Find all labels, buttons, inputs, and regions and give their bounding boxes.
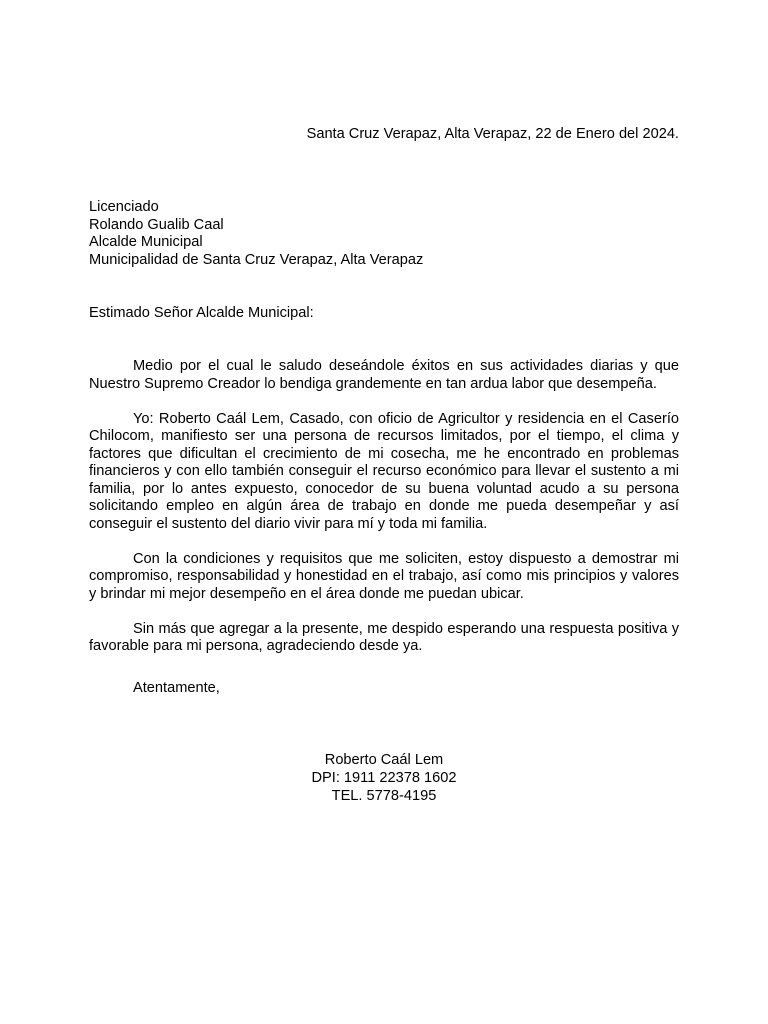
date-line: Santa Cruz Verapaz, Alta Verapaz, 22 de Enero del 2024.: [306, 126, 679, 142]
signature-dpi: DPI: 1911 22378 1602: [311, 770, 457, 786]
closing: Atentamente,: [133, 680, 220, 696]
signature-name: Roberto Caál Lem: [324, 752, 444, 768]
letter-body: [89, 358, 679, 673]
addressee-name: Rolando Gualib Caal: [89, 216, 224, 233]
paragraph-commitment: Con la condiciones y requisitos que me soliciten, estoy dispuesto a demostrar mi compromiso, responsabilidad y honestidad en el trabajo, así como mis principios y valores y brindar mi mejor desempeño en el área donde me puedan ubicar.: [89, 550, 679, 602]
addressee-block: [89, 199, 679, 269]
addressee-position: Alcalde Municipal: [89, 234, 203, 250]
greeting: Estimado Señor Alcalde Municipal:: [89, 305, 314, 321]
signature-phone: TEL. 5778-4195: [331, 788, 437, 804]
paragraph-salutation: Medio por el cual le saludo deseándole éxitos en sus actividades diarias y que Nuestro Supremo Creador lo bendiga grandemente en tan ardua labor que desempeña.: [89, 358, 679, 392]
paragraph-farewell: Sin más que agregar a la presente, me despido esperando una respuesta positiva y favorable para mi persona, agradeciendo desde ya.: [89, 620, 679, 654]
addressee-institution: Municipalidad de Santa Cruz Verapaz, Alta Verapaz: [89, 251, 424, 268]
paragraph-request: Yo: Roberto Caál Lem, Casado, con oficio de Agricultor y residencia en el Caserío Chilocom, manifiesto ser una persona de recursos limitados, por el tiempo, el clima y factores que dificultan el crecimiento de mi cosecha, me he encontrado en problemas financieros y con ello también conseguir el recurso económico para llevar el sustento a mi familia, por lo antes expuesto, conocedor de su buena voluntad acudo a su persona solicitando empleo en algún área de trabajo en donde me pueda desempeñar y así conseguir el sustento del diario vivir para mí y toda mi familia.: [89, 410, 679, 532]
addressee-title: Licenciado: [89, 199, 159, 215]
signature-block: [89, 751, 679, 805]
